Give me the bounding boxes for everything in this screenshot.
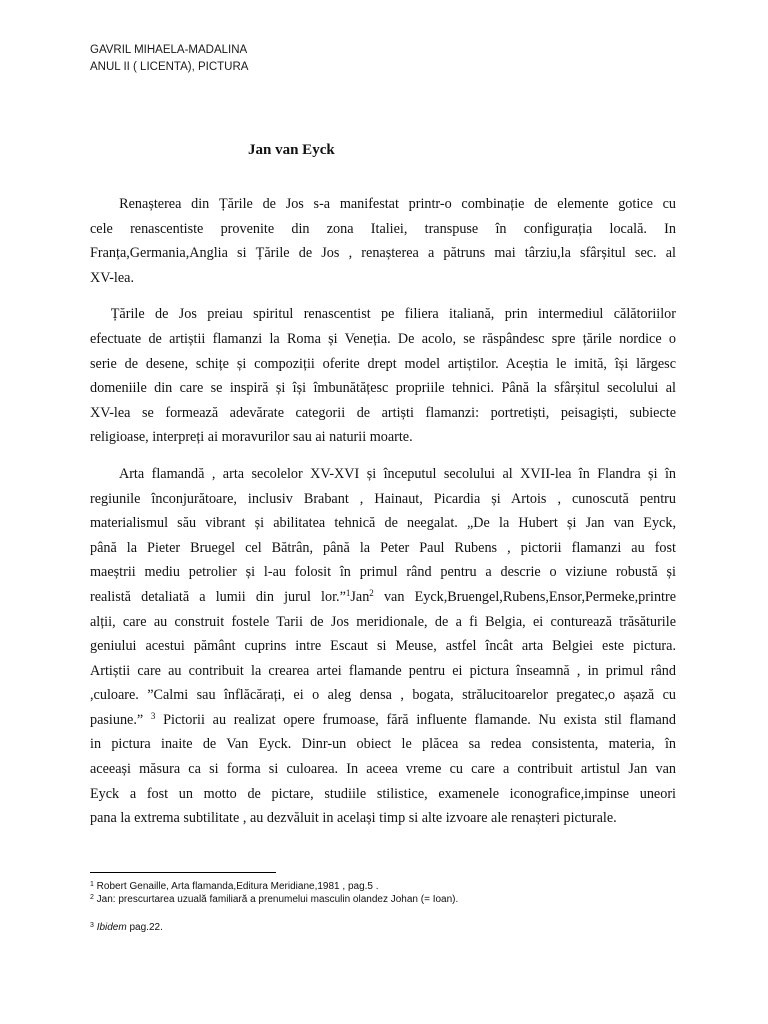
author-name: GAVRIL MIHAELA-MADALINA (90, 44, 248, 56)
text-line: materialismul său vibrant și abilitatea tehnică de neegalat. „De la Hubert și Jan van Eyck, (90, 515, 676, 532)
text-line: Arta flamandă , arta secolelor XV-XVI și începutul secolului al XVII-lea în Flandra și în (90, 465, 676, 482)
text-line: religioase, interpreți ai moravurilor sau ai naturii moarte. (90, 429, 413, 446)
footnote-text: Jan: prescurtarea uzuală familiară a prenumelui masculin olandez Johan (= Ioan). (93, 894, 459, 905)
course-info: ANUL II ( LICENTA), PICTURA (90, 61, 249, 73)
text-line: regiunile înconjurătoare, inclusiv Brabant , Hainaut, Picardia și Artois , cunoscută pentru (90, 490, 676, 507)
text-line: Artiștii care au contribuit la crearea artei flamande pentru ei pictura înseamnă , in primul rând (90, 662, 676, 679)
text-line: domeniile din care se inspiră și își îmbunătățesc propriile tehnici. Până la sfârșitul secolului al (90, 380, 676, 397)
text-line: aceeași măsura ca si forma si culoarea. In aceea vreme cu care a contribuit artistul Jan van (90, 761, 676, 778)
text-line: maeștrii mediu petrolier și l-au folosit în primul rând pentru a descrie o viziune robustă și (90, 564, 676, 581)
text-line: alții, care au construit fostele Tarii de Jos meridionale, de a fi Belgia, ei conturează trăsăturile (90, 613, 676, 630)
text-segment: Jan (350, 588, 370, 605)
text-line: Eyck a fost un motto de pictare, studiile stilistice, examenele iconografice,impinse uneori (90, 785, 676, 802)
footnote-3 (90, 921, 163, 935)
text-line (90, 585, 676, 610)
text-line: Renașterea din Țările de Jos s-a manifestat printr-o combinație de elemente gotice cu (90, 196, 676, 212)
text-segment: van Eyck,Bruengel,Rubens,Ensor,Permeke,printre (373, 588, 677, 605)
text-line: Țările de Jos preiau spiritul renascentist pe filiera italiană, prin intermediul călătoriilor (90, 306, 676, 323)
footnote-ref-2[interactable]: 2 (369, 587, 374, 598)
text-line: XV-lea se formează adevărate categorii de artiști flamanzi: portretiști, peisagiști, subiecte (90, 404, 676, 421)
text-line: până la Pieter Bruegel cel Bătrân, până la Peter Paul Rubens , pictorii flamanzi au fost (90, 539, 676, 556)
paragraph-3 (90, 462, 676, 831)
text-line: in pictura inaite de Van Eyck. Dinr-un obiect le plăcea sa redea consistenta, materia, în (90, 736, 676, 753)
text-line: cele renascentiste provenite din zona Italiei, transpuse în configurația locală. In (90, 220, 676, 237)
text-line: ,culoare. ”Calmi sau înflăcărați, ei o aleg densa , bogata, strălucitoarelor pregatec,o așază cu (90, 687, 676, 704)
footnote-2 (90, 893, 458, 907)
document-header (90, 42, 248, 76)
text-line: Franța,Germania,Anglia si Țările de Jos , renașterea a pătruns mai târziu,la sfârșitul sec. al (90, 245, 676, 262)
text-line: XV-lea. (90, 269, 134, 286)
text-segment: pasiune.” (90, 711, 151, 728)
footnote-separator (90, 872, 276, 873)
footnote-mark: 2 (90, 894, 94, 901)
footnote-text: pag.22. (126, 922, 163, 933)
text-line: pana la extrema subtilitate , au dezvăluit in același timp si alte izvoare ale renașteri picturale. (90, 810, 617, 827)
text-line: geniului acestui pământ cuprins intre Escaut si Meuse, astfel încât arta Belgiei este pictura. (90, 638, 676, 655)
text-segment: realistă detaliată a lumii din jurul lor.” (90, 588, 346, 605)
footnote-ibidem: Ibidem (96, 922, 127, 933)
footnote-1 (90, 880, 379, 894)
footnote-text: Robert Genaille, Arta flamanda,Editura Meridiane,1981 , pag.5 . (93, 881, 379, 892)
footnote-mark: 3 (90, 922, 94, 929)
footnote-ref-1[interactable]: 1 (345, 587, 351, 598)
document-body (90, 192, 676, 843)
text-line: efectuate de artiștii flamanzi la Roma și Veneția. De acolo, se răspândesc spre țările nordice o (90, 330, 676, 347)
text-segment: Pictorii au realizat opere frumoase, fără influente flamande. Nu exista stil flamand (155, 711, 676, 728)
footnote-mark: 1 (90, 881, 94, 888)
footnote-ref-3[interactable]: 3 (150, 710, 156, 721)
page-title: Jan van Eyck (248, 142, 335, 158)
paragraph-2 (90, 302, 676, 450)
paragraph-1 (90, 192, 676, 290)
text-line (90, 708, 676, 733)
text-line: serie de desene, schițe și compoziții oferite drept model artiștilor. Aceștia le imită, își lărgesc (90, 355, 676, 372)
